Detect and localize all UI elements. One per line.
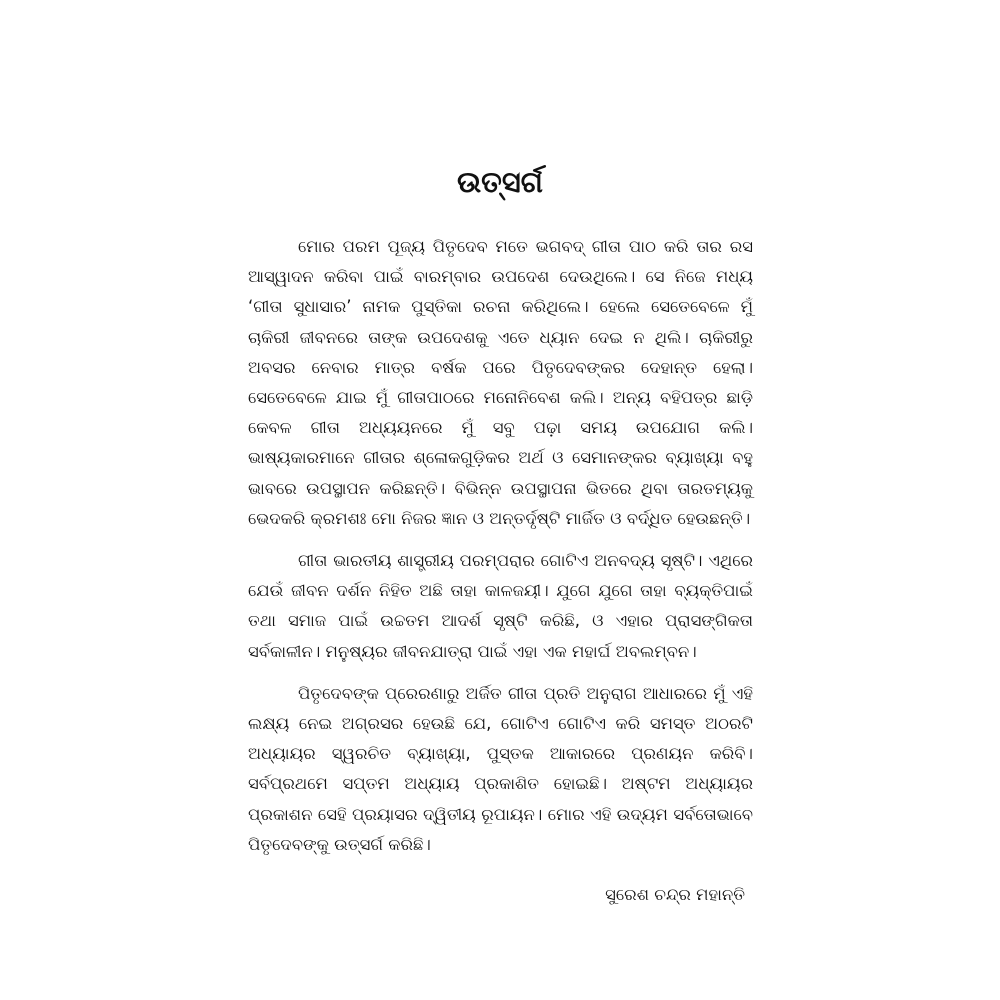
paragraph-2: ଗୀତା ଭାରତୀୟ ଶାସ୍ତ୍ରୀୟ ପରମ୍ପରାର ଗୋଟିଏ ଅନବଦ୍ୟ ସୃଷ୍ଟି। ଏଥିରେ ଯେଉଁ ଜୀବନ ଦର୍ଶନ ନିହିତ ଅଛି ତାହା କାଳଜୟୀ। ଯୁଗେ ଯୁଗେ ତାହା ବ୍ୟକ୍ତିପାଇଁ ତଥା ସମାଜ ପାଇଁ ଉଚ୍ଚତମ ଆଦର୍ଶ ସୃଷ୍ଟି କରିଛି, ଓ ଏହାର ପ୍ରାସଙ୍ଗିକତା ସର୍ବକାଳୀନ। ମନୁଷ୍ୟର ଜୀବନଯାତ୍ରା ପାଇଁ ଏହା ଏକ ମହାର୍ଘ ଅବଲମ୍ବନ। bbox=[248, 551, 753, 661]
page-title: ଉତ୍ସର୍ଗ bbox=[456, 165, 543, 199]
paragraph-1: ମୋର ପରମ ପୂଜ୍ୟ ପିତୃଦେବ ମତେ ଭଗବଦ୍ ଗୀତା ପାଠ କରି ତାର ରସ ଆସ୍ୱାଦନ କରିବା ପାଇଁ ବାରମ୍ବାର ଉପଦେଶ ଦେଉଥିଲେ। ସେ ନିଜେ ମଧ୍ୟ ‘ଗୀତା ସୁଧାସାର’ ନାମକ ପୁସ୍ତିକା ରଚନା କରିଥିଲେ। ହେଲେ ସେତେବେଳେ ମୁଁ ଚାକିରୀ ଜୀବନରେ ତାଙ୍କ ଉପଦେଶକୁ ଏତେ ଧ୍ୟାନ ଦେଇ ନ ଥିଲି। ଚାକିରୀରୁ ଅବସର ନେବାର ମାତ୍ର ବର୍ଷକ ପରେ ପିତୃଦେବଙ୍କର ଦେହାନ୍ତ ହେଲା। ସେତେବେଳେ ଯାଇ ମୁଁ ଗୀତାପାଠରେ ମନୋନିବେଶ କଲି। ଅନ୍ୟ ବହିପତ୍ର ଛାଡ଼ି କେବଳ ଗୀତା ଅଧ୍ୟୟନରେ ମୁଁ ସବୁ ପଢ଼ା ସମୟ ଉପଯୋଗ କଲି। ଭାଷ୍ୟକାରମାନେ ଗୀତାର ଶ୍ଳୋକଗୁଡ଼ିକର ଅର୍ଥ ଓ ସେମାନଙ୍କର ବ୍ୟାଖ୍ୟା ବହୁ ଭାବରେ ଉପସ୍ଥାପନ କରିଛନ୍ତି। ବିଭିନ୍ନ ଉପସ୍ଥାପନା ଭିତରେ ଥିବା ତାରତମ୍ୟକୁ ଭେଦକରି କ୍ରମଶଃ ମୋ ନିଜର ଜ୍ଞାନ ଓ ଅନ୍ତର୍ଦୃଷ୍ଟି ମାର୍ଜିତ ଓ ବର୍ଦ୍ଧିତ ହେଉଛନ୍ତି। bbox=[248, 237, 753, 528]
author-signature: ସୁରେଶ ଚନ୍ଦ୍ର ମହାନ୍ତି bbox=[605, 885, 745, 904]
paragraph-3: ପିତୃଦେବଙ୍କ ପ୍ରେରଣାରୁ ଅର୍ଜିତ ଗୀତା ପ୍ରତି ଅନୁରାଗ ଆଧାରରେ ମୁଁ ଏହି ଲକ୍ଷ୍ୟ ନେଇ ଅଗ୍ରସର ହେଉଛି ଯେ, ଗୋଟିଏ ଗୋଟିଏ କରି ସମସ୍ତ ଅଠରଟି ଅଧ୍ୟାୟର ସ୍ୱରଚିତ ବ୍ୟାଖ୍ୟା, ପୁସ୍ତକ ଆକାରରେ ପ୍ରଣୟନ କରିବି। ସର୍ବପ୍ରଥମେ ସପ୍ତମ ଅଧ୍ୟାୟ ପ୍ରକାଶିତ ହୋଇଛି। ଅଷ୍ଟମ ଅଧ୍ୟାୟର ପ୍ରକାଶନ ସେହି ପ୍ରୟାସର ଦ୍ୱିତୀୟ ରୂପାୟନ। ମୋର ଏହି ଉଦ୍ୟମ ସର୍ବତୋଭାବେ ପିତୃଦେବଙ୍କୁ ଉତ୍ସର୍ଗ କରିଛି। bbox=[248, 683, 753, 854]
dedication-body bbox=[248, 232, 753, 872]
